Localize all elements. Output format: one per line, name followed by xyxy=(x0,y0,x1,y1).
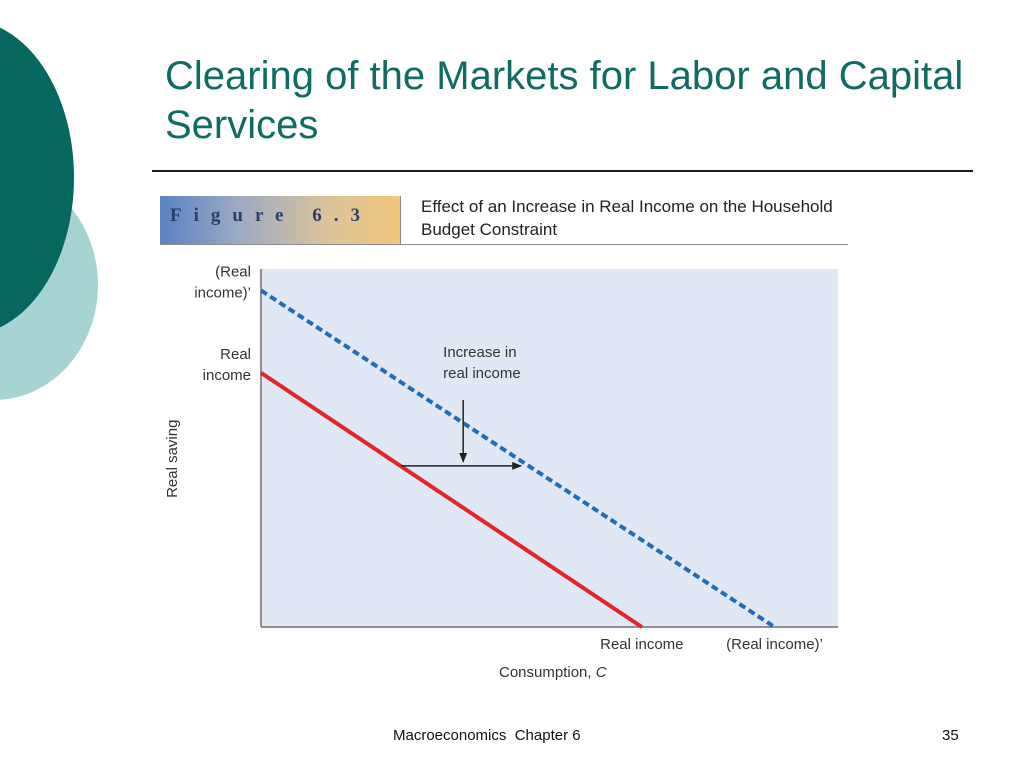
figure-label: Figure 6.3 xyxy=(170,205,372,226)
budget-constraint-chart xyxy=(150,255,850,685)
slide-footer: Macroeconomics Chapter 6 xyxy=(393,727,581,744)
x-tick-label-real-income-prime: (Real income)’ xyxy=(726,636,823,653)
y-axis-title: Real saving xyxy=(164,419,181,498)
title-divider xyxy=(152,170,973,172)
slide-title: Clearing of the Markets for Labor and Capital Services xyxy=(165,54,964,147)
annotation-label: Increase in real income xyxy=(443,343,521,382)
x-axis-title: Consumption, C xyxy=(499,664,607,681)
figure-caption: Effect of an Increase in Real Income on the Household Budget Constraint xyxy=(421,197,833,239)
y-tick-label-real-income-prime: (Real income)’ xyxy=(194,263,251,302)
figure-underline xyxy=(160,244,848,245)
y-tick-label-real-income: Real income xyxy=(202,345,251,384)
page-number: 35 xyxy=(942,727,959,744)
figure-divider xyxy=(400,196,401,244)
x-tick-label-real-income: Real income xyxy=(600,636,684,653)
plot-area xyxy=(261,269,838,627)
